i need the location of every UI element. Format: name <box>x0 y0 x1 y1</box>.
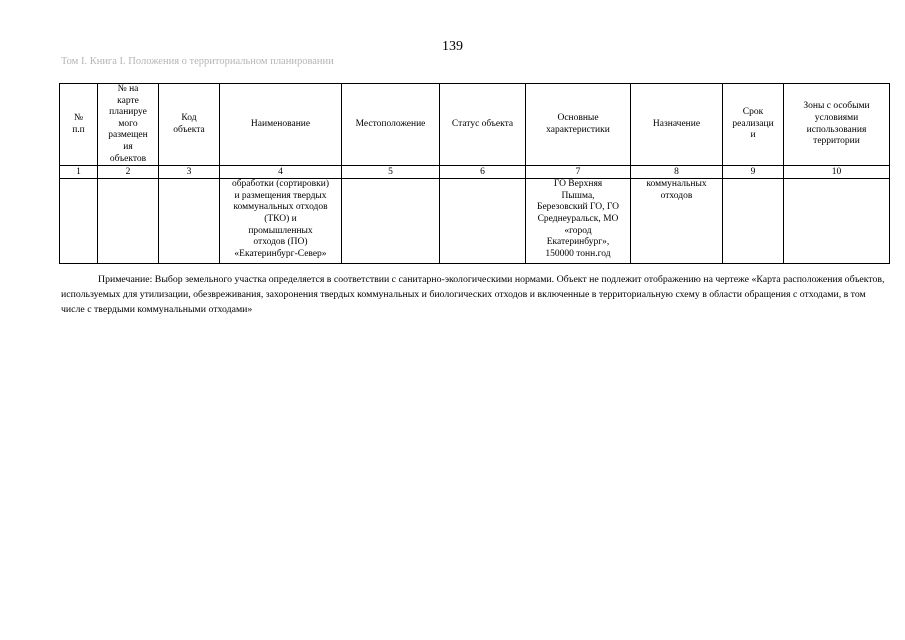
header-cell <box>342 84 440 166</box>
cell-text-line: Пышма, <box>561 190 595 201</box>
column-number-cell: 7 <box>526 166 631 179</box>
cell-text-line: Местоположение <box>355 118 426 129</box>
cell-text-line: № <box>73 112 84 123</box>
cell-term <box>723 179 784 264</box>
objects-table <box>59 83 890 264</box>
column-number-cell: 10 <box>784 166 890 179</box>
cell-text-line: Среднеуральск, МО <box>537 213 619 224</box>
cell-characteristics <box>526 179 631 264</box>
cell-text-line: № на <box>117 84 139 94</box>
cell-text-line: Наименование <box>250 118 311 129</box>
cell-text-line: мого <box>118 118 138 129</box>
cell-text-line: Код <box>181 112 197 123</box>
cell-purpose <box>631 179 723 264</box>
cell-text-line: Основные <box>557 112 599 123</box>
cell-text-line: Березовский ГО, ГО <box>537 202 619 213</box>
cell-text-line: характеристики <box>546 124 610 135</box>
cell-text-line: и размещения твердых <box>234 190 327 201</box>
table-note: Примечание: Выбор земельного участка определяется в соответствии с санитарно-экологическими нормами. Объект не подлежит отображению на чертеже «Карта расположения объектов, используемых для утилизации, обезвреживания, захоронения твердых коммунальных и биологических отходов и включенные в территориальную схему в области обращения с отходами, в том числе с твердыми коммунальными отходами» <box>61 274 885 315</box>
cell-text-line: отходов <box>660 190 693 201</box>
cell-text-line: планируе <box>109 107 147 118</box>
running-header: Том I. Книга I. Положения о территориальном планировании <box>61 56 334 67</box>
header-cell <box>220 84 342 166</box>
cell-text-line: объектов <box>109 153 147 164</box>
table-row <box>60 179 890 264</box>
header-cell <box>159 84 220 166</box>
column-number-row <box>60 166 890 179</box>
cell-text-line: и <box>750 130 756 141</box>
column-number-cell: 9 <box>723 166 784 179</box>
cell-text-line: п.п <box>72 124 85 135</box>
cell-text-line: коммунальных отходов <box>233 202 328 213</box>
cell-text-line: условиями <box>814 112 859 123</box>
header-cell <box>723 84 784 166</box>
cell-text-line: объекта <box>173 124 205 135</box>
cell-name <box>220 179 342 264</box>
header-cell <box>784 84 890 166</box>
header-cell <box>60 84 98 166</box>
column-number-cell: 3 <box>159 166 220 179</box>
cell-text-line: размещен <box>108 130 148 141</box>
cell-text-line: «Екатеринбург-Север» <box>234 248 327 259</box>
cell-text-line: использования <box>806 124 867 135</box>
cell-text-line: обработки (сортировки) <box>231 179 330 190</box>
column-number-cell: 5 <box>342 166 440 179</box>
cell-location <box>342 179 440 264</box>
cell-text-line: карте <box>117 95 139 106</box>
cell-text-line: Зоны с особыми <box>803 101 870 112</box>
column-number-cell: 2 <box>98 166 159 179</box>
cell-object-code <box>159 179 220 264</box>
cell-text-line: ГО Верхняя <box>553 179 603 190</box>
cell-text-line: Екатеринбург», <box>546 237 610 248</box>
cell-text-line: промышленных <box>248 225 313 236</box>
header-cell <box>440 84 526 166</box>
header-cell <box>631 84 723 166</box>
cell-text-line: «город <box>564 225 592 236</box>
cell-map-number <box>98 179 159 264</box>
cell-text-line: Статус объекта <box>451 118 514 129</box>
cell-status <box>440 179 526 264</box>
header-cell <box>526 84 631 166</box>
column-number-cell: 1 <box>60 166 98 179</box>
column-number-cell: 8 <box>631 166 723 179</box>
cell-text-line: 150000 тонн.год <box>545 248 611 259</box>
header-row <box>60 84 890 166</box>
cell-text-line: коммунальных <box>646 179 707 190</box>
page-number: 139 <box>442 39 463 54</box>
cell-text-line: Назначение <box>652 118 701 129</box>
column-number-cell: 4 <box>220 166 342 179</box>
cell-index <box>60 179 98 264</box>
cell-text-line: реализаци <box>732 118 774 129</box>
cell-text-line: ия <box>123 141 133 152</box>
cell-zones <box>784 179 890 264</box>
column-number-cell: 6 <box>440 166 526 179</box>
header-cell <box>98 84 159 166</box>
cell-text-line: (ТКО) и <box>264 213 297 224</box>
cell-text-line: территории <box>813 136 860 147</box>
cell-text-line: Срок <box>742 107 764 118</box>
cell-text-line: отходов (ПО) <box>253 237 308 248</box>
